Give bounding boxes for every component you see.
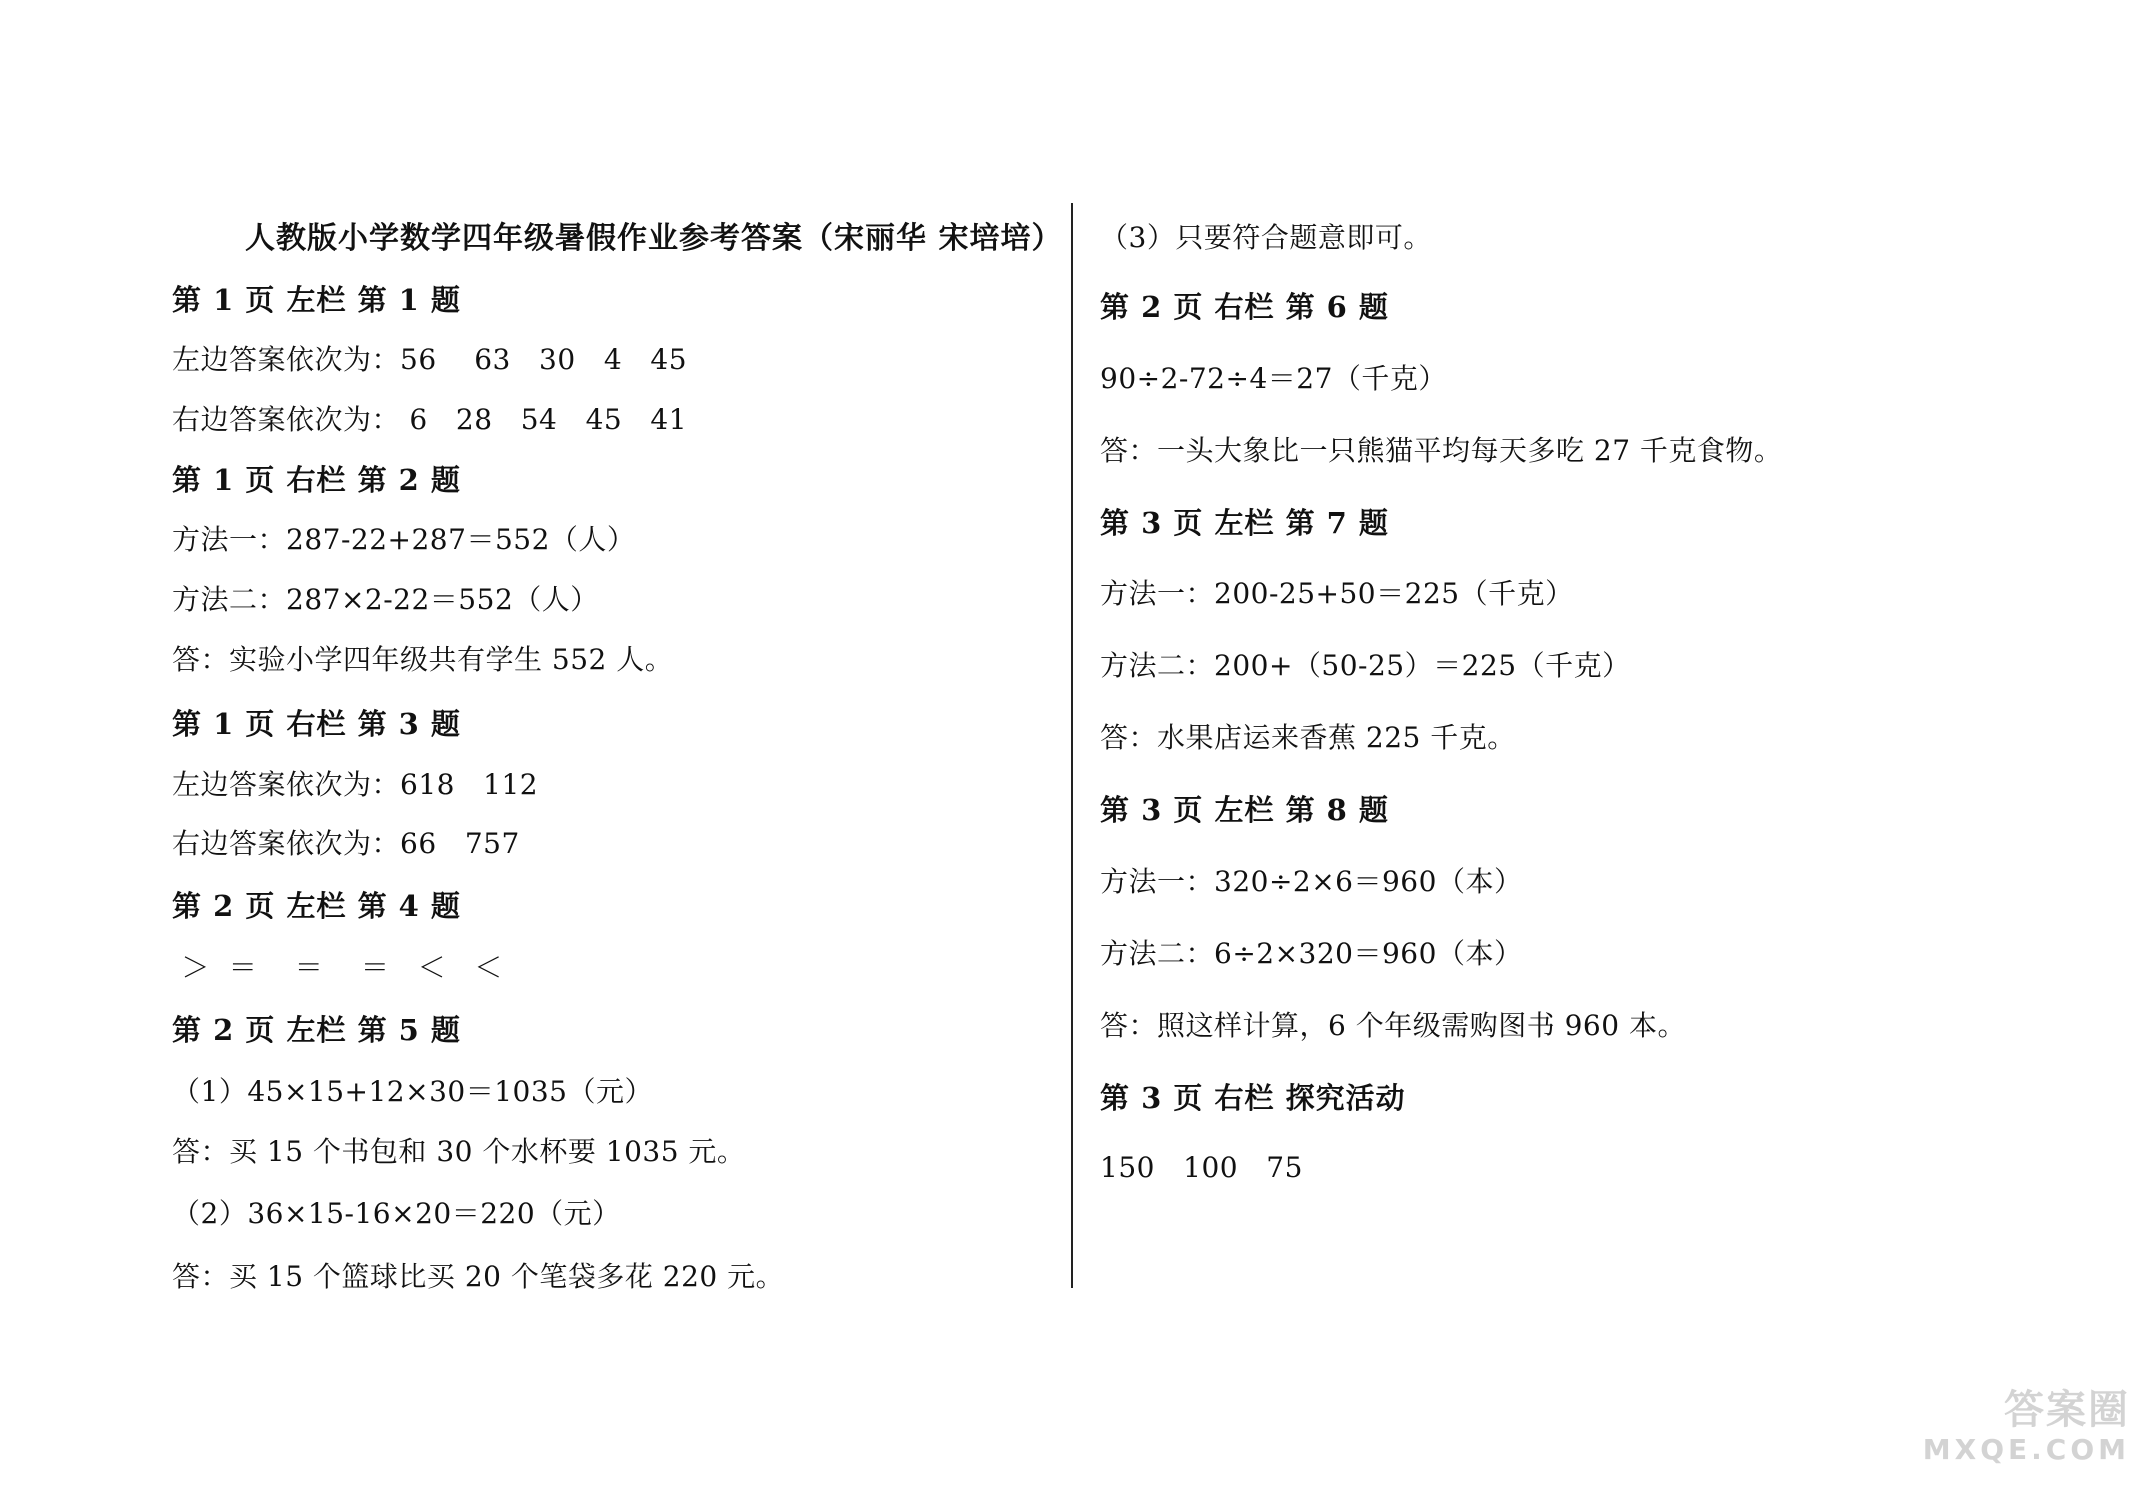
answer-line: ＞ ＝ ＝ ＝ ＜ ＜: [172, 951, 503, 984]
answer-line: 答：实验小学四年级共有学生 552 人。: [172, 643, 674, 676]
section-heading: 第 2 页 左栏 第 5 题: [172, 1013, 461, 1047]
section-heading: 第 1 页 左栏 第 1 题: [172, 283, 461, 317]
answer-line: 答：买 15 个书包和 30 个水杯要 1035 元。: [172, 1135, 746, 1168]
section-heading: 第 3 页 左栏 第 8 题: [1100, 793, 1389, 827]
answer-line: 方法二：287×2-22＝552（人）: [172, 583, 599, 616]
answer-line: （3）只要符合题意即可。: [1100, 221, 1432, 254]
section-heading: 第 3 页 右栏 探究活动: [1100, 1081, 1406, 1115]
answer-line: 90÷2-72÷4＝27（千克）: [1100, 362, 1447, 395]
section-heading: 第 1 页 右栏 第 3 题: [172, 707, 461, 741]
answer-line: 左边答案依次为：618 112: [172, 768, 539, 801]
answer-line: 方法一：200-25+50＝225（千克）: [1100, 577, 1574, 610]
answer-line: 答：买 15 个篮球比买 20 个笔袋多花 220 元。: [172, 1260, 785, 1293]
answer-line: 方法一：287-22+287＝552（人）: [172, 523, 636, 556]
column-divider: [1071, 203, 1073, 1288]
section-heading: 第 3 页 左栏 第 7 题: [1100, 506, 1389, 540]
answer-line: 方法二：6÷2×320＝960（本）: [1100, 937, 1523, 970]
section-heading: 第 2 页 右栏 第 6 题: [1100, 290, 1389, 324]
watermark-url: MXQE.COM: [1922, 1433, 2130, 1466]
answer-line: 答：一头大象比一只熊猫平均每天多吃 27 千克食物。: [1100, 434, 1783, 467]
page-title: 人教版小学数学四年级暑假作业参考答案（宋丽华 宋培培）: [245, 221, 1063, 256]
answer-line: 150 100 75: [1100, 1151, 1303, 1184]
answer-line: 答：水果店运来香蕉 225 千克。: [1100, 721, 1516, 754]
answer-line: （2）36×15-16×20＝220（元）: [172, 1197, 621, 1230]
answer-line: 方法二：200+（50-25）＝225（千克）: [1100, 649, 1631, 682]
section-heading: 第 2 页 左栏 第 4 题: [172, 889, 461, 923]
answer-line: 答：照这样计算，6 个年级需购图书 960 本。: [1100, 1009, 1686, 1042]
answer-line: （1）45×15+12×30＝1035（元）: [172, 1075, 653, 1108]
answer-line: 左边答案依次为：56 63 30 4 45: [172, 343, 688, 376]
answer-line: 方法一：320÷2×6＝960（本）: [1100, 865, 1523, 898]
answer-line: 右边答案依次为： 6 28 54 45 41: [172, 403, 688, 436]
answer-line: 右边答案依次为：66 757: [172, 827, 520, 860]
section-heading: 第 1 页 右栏 第 2 题: [172, 463, 461, 497]
watermark-logo: [1920, 1387, 2130, 1477]
watermark-text: 答案圈: [2004, 1387, 2130, 1433]
